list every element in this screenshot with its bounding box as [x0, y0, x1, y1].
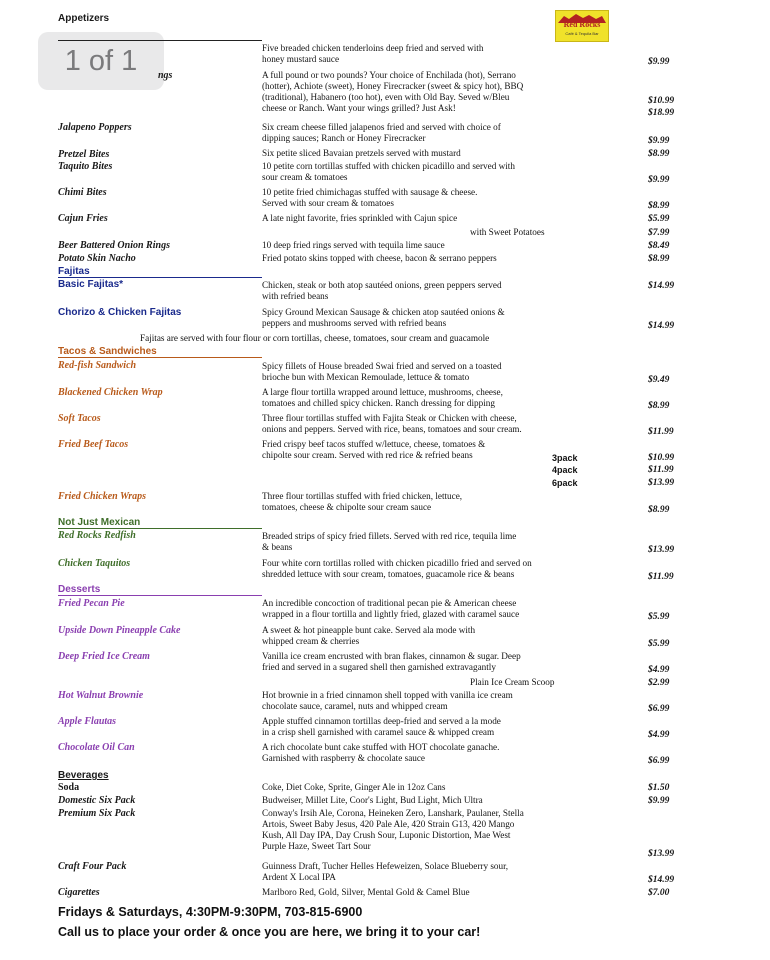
menu-item-description: 10 petite fried chimichagas stuffed with sausage & cheese. Served with sour cream & tomatoes: [262, 187, 478, 208]
pack-price: $11.99: [648, 465, 674, 475]
menu-item-description: Fried potato skins topped with cheese, bacon & serrano peppers: [262, 253, 497, 263]
sweet-potatoes-price: $7.99: [648, 228, 670, 238]
menu-item-price: $6.99: [648, 704, 670, 714]
menu-item-price: $11.99: [648, 572, 674, 582]
menu-item-name: Beer Battered Onion Rings: [58, 240, 170, 251]
tacos-heading: Tacos & Sandwiches: [58, 346, 157, 357]
menu-item-price: $7.00: [648, 888, 670, 898]
menu-item-name: Jalapeno Poppers: [58, 122, 132, 133]
menu-item-price: $9.99: [648, 136, 670, 146]
menu-item-description: Three flour tortillas stuffed with fried chicken, lettuce, tomatoes, cheese & chipolte sour cream sauce: [262, 491, 463, 512]
plain-scoop-note: Plain Ice Cream Scoop: [470, 677, 555, 687]
menu-item-price: $14.99: [648, 281, 675, 291]
menu-item-description: 10 deep fried rings served with tequila lime sauce: [262, 240, 445, 250]
menu-item-name: Blackened Chicken Wrap: [58, 387, 163, 398]
desserts-rule: [58, 595, 262, 596]
menu-item-description: Conway's Irsih Ale, Corona, Heineken Zero, Lanshark, Paulaner, Stella Artois, Sweet Baby Jesus, 420 Pale Ale, 420 Strain G13, 420 Mango Kush, All Day IPA, Day Crush Sour, Luponic Distortion, Mae West Purple Haze, Sweet Tart Sour: [262, 808, 524, 851]
menu-item-description: Six cream cheese filled jalapenos fried and served with choice of dipping sauces; Ranch or Honey Firecracker: [262, 122, 501, 143]
menu-item-description: Three flour tortillas stuffed with Fajita Steak or Chicken with cheese, onions and peppers. Served with rice, beans, tomatoes and sour cream.: [262, 413, 522, 434]
pack-size: 6pack: [552, 478, 578, 488]
menu-item-price: $6.99: [648, 756, 670, 766]
not-just-mexican-rule: [58, 528, 262, 529]
menu-item-description: Spicy Ground Mexican Sausage & chicken atop sautéed onions & peppers and mushrooms served with refried beans: [262, 307, 505, 328]
menu-item-price: $4.99: [648, 665, 670, 675]
menu-item-name: Craft Four Pack: [58, 861, 127, 872]
menu-item-price: $5.99: [648, 612, 670, 622]
menu-item-description: Spicy fillets of House breaded Swai fried and served on a toasted brioche bun with Mexican Remoulade, lettuce & tomato: [262, 361, 502, 382]
wings-price-2lb: $18.99: [648, 108, 675, 118]
menu-item-price: $8.49: [648, 241, 670, 251]
menu-item-description: Budweiser, Millet Lite, Coor's Light, Bud Light, Mich Ultra: [262, 795, 483, 805]
menu-item-name: Pretzel Bites: [58, 149, 110, 160]
logo-name: Red Rocks: [563, 20, 601, 29]
plain-scoop-price: $2.99: [648, 678, 670, 688]
menu-item-price: $13.99: [648, 849, 675, 859]
menu-item-description: Chicken, steak or both atop sautéed onions, green peppers served with refried beans: [262, 280, 502, 301]
menu-item-price: $8.99: [648, 254, 670, 264]
beverages-heading: Beverages: [58, 770, 109, 781]
pack-size: 3pack: [552, 453, 578, 463]
fajitas-rule: [58, 277, 262, 278]
menu-item-price: $5.99: [648, 214, 670, 224]
menu-item-description: A sweet & hot pineapple bunt cake. Served ala mode with whipped cream & cherries: [262, 625, 476, 646]
menu-item-description: Apple stuffed cinnamon tortillas deep-fried and served a la mode in a crisp shell garnished with caramel sauce & whipped cream: [262, 716, 501, 737]
menu-item-name: Chicken Taquitos: [58, 558, 131, 569]
menu-item-name: Basic Fajitas*: [58, 279, 124, 290]
menu-item-description: Breaded strips of spicy fried fillets. Served with red rice, tequila lime & beans: [262, 531, 517, 552]
wings-price-1lb: $10.99: [648, 96, 675, 106]
desserts-heading: Desserts: [58, 584, 101, 595]
menu-item-description: A rich chocolate bunt cake stuffed with HOT chocolate ganache. Garnished with raspberry & chocolate sauce: [262, 742, 500, 763]
menu-item-description: Marlboro Red, Gold, Silver, Mental Gold & Camel Blue: [262, 887, 470, 897]
menu-item-name: Cigarettes: [58, 887, 100, 898]
wings-name-fragment: ngs: [158, 70, 173, 81]
menu-item-name: Hot Walnut Brownie: [58, 690, 144, 701]
page-counter: 1 of 1: [38, 32, 164, 90]
not-just-mexican-heading: Not Just Mexican: [58, 517, 141, 528]
menu-item-description: Guinness Draft, Tucher Helles Hefeweizen, Solace Blueberry sour, Ardent X Local IPA: [262, 861, 509, 882]
menu-item-name: Potato Skin Nacho: [58, 253, 136, 264]
menu-item-name: Cajun Fries: [58, 213, 108, 224]
red-rocks-logo: [555, 10, 609, 42]
menu-item-description: 10 petite corn tortillas stuffed with chicken picadillo and served with sour cream & tomatoes: [262, 161, 515, 182]
menu-item-name: Red-fish Sandwich: [58, 360, 137, 371]
menu-item-name: Red Rocks Redfish: [58, 530, 136, 541]
menu-item-name: Fried Chicken Wraps: [58, 491, 146, 502]
pack-price: $13.99: [648, 478, 675, 488]
menu-item-name: Soft Tacos: [58, 413, 101, 424]
tenders-description: Five breaded chicken tenderloins deep fried and served with honey mustard sauce: [262, 43, 484, 64]
fajitas-note: Fajitas are served with four flour or corn tortillas, cheese, tomatoes, sour cream and guacamole: [140, 333, 490, 343]
tenders-price: $9.99: [648, 57, 670, 67]
menu-item-price: $13.99: [648, 545, 675, 555]
sweet-potatoes-note: with Sweet Potatoes: [470, 227, 545, 237]
menu-item-price: $1.50: [648, 783, 670, 793]
menu-item-description: A late night favorite, fries sprinkled with Cajun spice: [262, 213, 458, 223]
menu-item-name: Upside Down Pineapple Cake: [58, 625, 181, 636]
menu-item-name: Domestic Six Pack: [58, 795, 136, 806]
menu-item-name: Soda: [58, 782, 80, 793]
menu-item-description: A large flour tortilla wrapped around lettuce, mushrooms, cheese, tomatoes and chilled spicy chicken. Ranch dressing for dipping: [262, 387, 503, 408]
logo-tagline: Café & Tequila Bar: [565, 31, 599, 36]
pack-price: $10.99: [648, 453, 675, 463]
menu-item-description: Four white corn tortillas rolled with chicken picadillo fried and served on shredded lettuce with sour cream, tomatoes, guacamole rice & beans: [262, 558, 532, 579]
menu-item-price: $9.99: [648, 175, 670, 185]
menu-item-price: $11.99: [648, 427, 674, 437]
menu-item-name: Taquito Bites: [58, 161, 113, 172]
menu-item-description: Fried crispy beef tacos stuffed w/lettuce, cheese, tomatoes & chipolte sour cream. Served with red rice & refried beans: [262, 439, 486, 460]
tacos-rule: [58, 357, 262, 358]
menu-item-name: Premium Six Pack: [58, 808, 136, 819]
appetizers-heading: Appetizers: [58, 13, 110, 24]
menu-item-name: Deep Fried Ice Cream: [58, 651, 150, 662]
menu-item-price: $8.99: [648, 505, 670, 515]
menu-item-description: Coke, Diet Coke, Sprite, Ginger Ale in 12oz Cans: [262, 782, 446, 792]
menu-item-price: $8.99: [648, 149, 670, 159]
menu-item-price: $4.99: [648, 730, 670, 740]
menu-item-price: $8.99: [648, 201, 670, 211]
menu-item-price: $14.99: [648, 875, 675, 885]
pack-size: 4pack: [552, 465, 578, 475]
menu-item-name: Fried Pecan Pie: [58, 598, 125, 609]
hours-line: Fridays & Saturdays, 4:30PM-9:30PM, 703-815-6900: [58, 905, 363, 919]
menu-item-price: $9.49: [648, 375, 670, 385]
menu-item-description: Six petite sliced Bavaian pretzels served with mustard: [262, 148, 461, 158]
call-line: Call us to place your order & once you are here, we bring it to your car!: [58, 925, 481, 939]
menu-item-name: Chimi Bites: [58, 187, 107, 198]
menu-item-description: Vanilla ice cream encrusted with bran flakes, cinnamon & sugar. Deep fried and served in a sugared shell then garnished extravagantly: [262, 651, 521, 672]
fajitas-heading: Fajitas: [58, 266, 90, 277]
menu-item-price: $9.99: [648, 796, 670, 806]
menu-item-price: $14.99: [648, 321, 675, 331]
menu-item-name: Fried Beef Tacos: [58, 439, 129, 450]
menu-item-price: $8.99: [648, 401, 670, 411]
wings-description: A full pound or two pounds? Your choice of Enchilada (hot), Serrano (hotter), Achiote (sweet), Honey Firecracker (sweet & spicy hot), BBQ (traditional), Habanero (too hot), even with Old Bay. Seved w/Bleu cheese or Ranch. Want your wings grilled? Just Ask!: [262, 70, 524, 113]
menu-item-description: Hot brownie in a fried cinnamon shell topped with vanilla ice cream chocolate sauce, caramel, nuts and whipped cream: [262, 690, 513, 711]
menu-item-name: Apple Flautas: [58, 716, 117, 727]
menu-item-name: Chorizo & Chicken Fajitas: [58, 307, 182, 318]
menu-item-price: $5.99: [648, 639, 670, 649]
menu-item-description: An incredible concoction of traditional pecan pie & American cheese wrapped in a flour tortilla and lightly fried, glazed with caramel sauce: [262, 598, 520, 619]
menu-item-name: Chocolate Oil Can: [58, 742, 135, 753]
appetizers-rule: [58, 40, 262, 41]
